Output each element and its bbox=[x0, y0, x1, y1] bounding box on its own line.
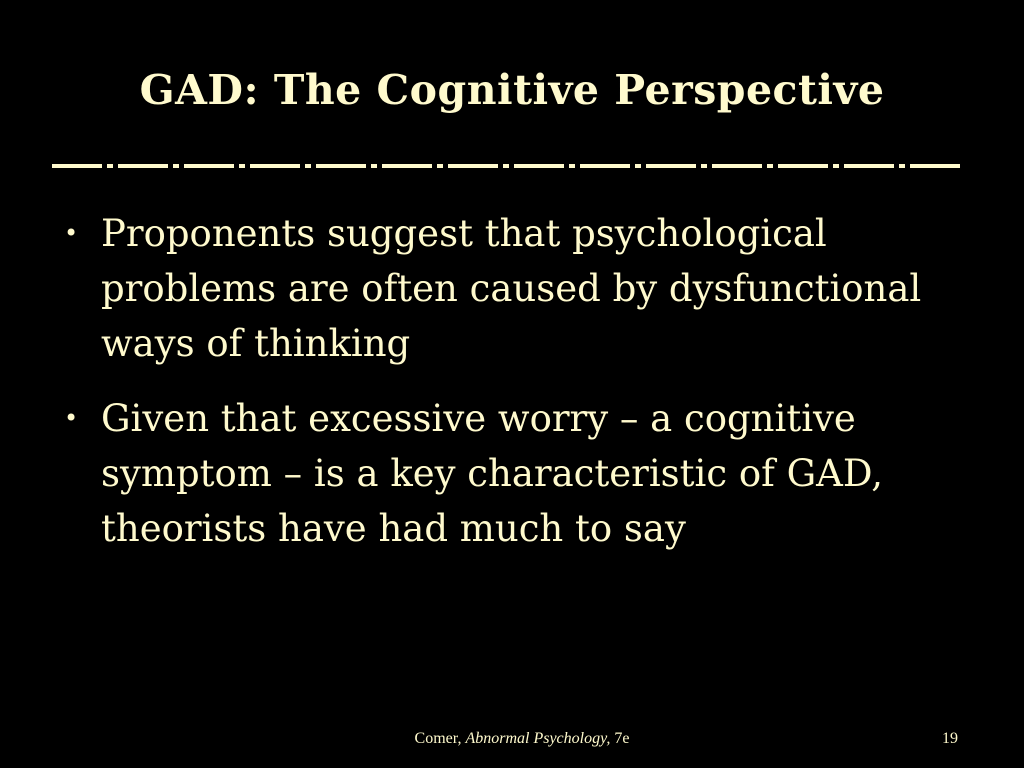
divider-dot bbox=[635, 164, 641, 168]
title-divider bbox=[52, 160, 972, 172]
divider-dash bbox=[382, 164, 432, 168]
divider-dash bbox=[316, 164, 366, 168]
divider-dot bbox=[701, 164, 707, 168]
divider-dot bbox=[437, 164, 443, 168]
divider-dash bbox=[910, 164, 960, 168]
divider-dot bbox=[767, 164, 773, 168]
footer-book-title: Abnormal Psychology, bbox=[465, 730, 611, 747]
footer-edition: 7e bbox=[610, 730, 630, 747]
divider-dash bbox=[118, 164, 168, 168]
divider-dash bbox=[250, 164, 300, 168]
divider-dot bbox=[173, 164, 179, 168]
bullet-item bbox=[56, 391, 976, 556]
divider-dot bbox=[899, 164, 905, 168]
bullet-icon: • bbox=[64, 219, 79, 247]
divider-dot bbox=[371, 164, 377, 168]
divider-dot bbox=[239, 164, 245, 168]
divider-dot bbox=[833, 164, 839, 168]
divider-dash bbox=[778, 164, 828, 168]
bullet-text: Proponents suggest that psychological problems are often caused by dysfunctional ways of thinking bbox=[101, 212, 922, 365]
divider-dot bbox=[569, 164, 575, 168]
footer-author: Comer, bbox=[414, 730, 466, 747]
footer-citation bbox=[0, 730, 1024, 748]
divider-dash bbox=[52, 164, 102, 168]
bullet-text: Given that excessive worry – a cognitive symptom – is a key characteristic of GAD, theorists have had much to say bbox=[101, 397, 883, 550]
bullet-icon: • bbox=[64, 404, 79, 432]
divider-dash bbox=[448, 164, 498, 168]
page-number: 19 bbox=[942, 730, 958, 747]
divider-dash bbox=[646, 164, 696, 168]
divider-dot bbox=[107, 164, 113, 168]
divider-dot bbox=[503, 164, 509, 168]
divider-dash bbox=[844, 164, 894, 168]
divider-dash bbox=[580, 164, 630, 168]
slide-title: GAD: The Cognitive Perspective bbox=[139, 66, 885, 114]
divider-dash bbox=[712, 164, 762, 168]
divider-dash bbox=[514, 164, 564, 168]
divider-dash bbox=[184, 164, 234, 168]
divider-dot bbox=[305, 164, 311, 168]
bullet-item bbox=[56, 206, 976, 371]
bullet-list bbox=[56, 206, 976, 576]
